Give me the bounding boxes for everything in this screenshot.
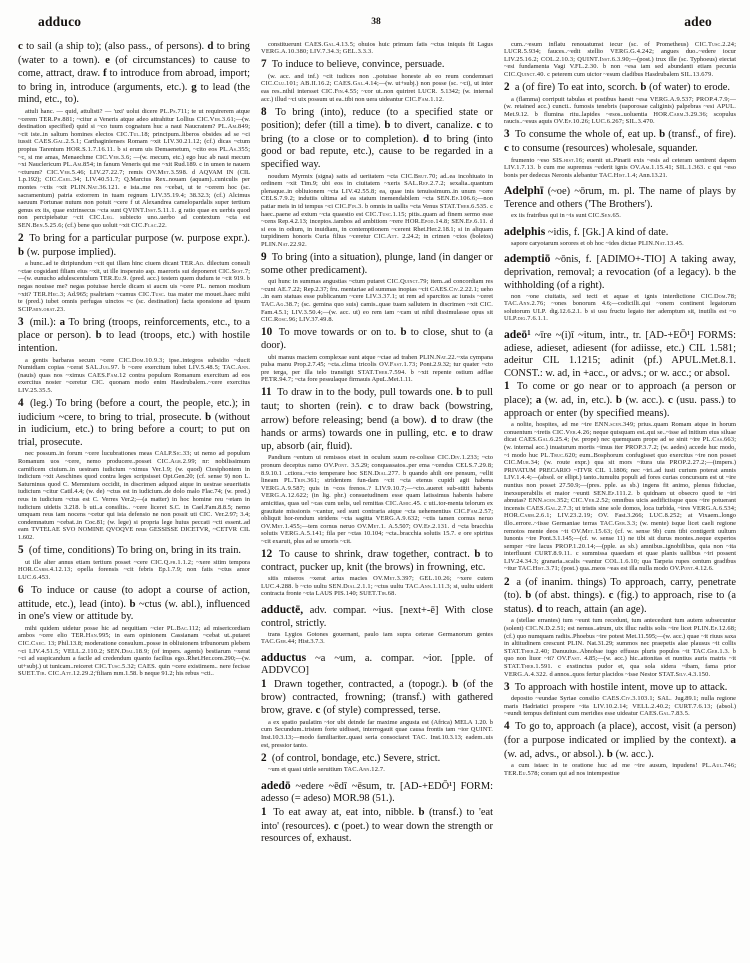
citation-block: cum..~esum inflatu renouatumst iecur (sc. of Prometheus) CIC.Tusc.2.24; LUCR.5.934; fauces..~edit stellio VERG.G.4.242; angues duo..~edere iocur LIV.25.16.2; COL.2.10.3; QUINT.Inst.6.3.90;—(post.) trux ille (sc. Typhoeus) eiectat ~esi fundamenta Vagi V.FL.2.30. b non ~esa iam sed abundanti etiam pecunia CIC.Quinct.40. c peterem cum uictor ~esum cladibus Hasdrubalem SIL.13.679. <box>504 40 736 78</box>
column-left <box>18 40 250 960</box>
sense-paragraph: 8 To bring (into), reduce (to a specified state or position); defer (till a time). b to divert, canalize. c to bring (to a close or to completion). d to bring (into good or bad repute, etc.), cause to be regarded in a specified way. <box>261 105 493 171</box>
sense-paragraph: 1 To come or go near or to approach (a person or place); a (w. ad, in, etc.). b (w. acc.). c (usu. pass.) to approach or enter (by specified means). <box>504 380 736 419</box>
sense-paragraph: 4 (leg.) To bring (before a court, the people, etc.); in iudicium ~cere, to bring to trial, prosecute. b (without in iudicium, etc.) to bring before a court; to put on trial, prosecute. <box>18 397 250 448</box>
entry-grammar: ~edere ~ēdī ~ēsum, tr. [AD-+EDŌ¹] FORM: adesso (= adeso) MOR.98 (51.). <box>261 780 493 805</box>
citation-block: a hunc..ad te diripiundum ~cit qui illam hinc ciuem dicant TER.Ad. dilectum consuli ~ctae cogsidant filiam eius ~xit, ut ille insperato asp. maeroris sui deponeret CIC.Sest.7;—(w. eunucho adulescentulum TER.Eu.9. (pred. acc.) testem quem dudum te ~cit 919. b negas nouisse me? negas potuisse hercle dicam si aucm uis ~cere PL. nemon modium ~xit? TER.Hec.3; Ad.965; psaltriam ~camus CIC.Tusc. tua mater me mouet..haec mihi te (pred.) iubet omnis perfugas uinctos ~c (sc. destination) facta sponsione ad ipsum SCIP.min.orat.23. <box>18 260 250 313</box>
entry-grammar: (~oe) ~ōrum, m. pl. The name of plays by Terence and others ('The Brothers'). <box>504 186 736 210</box>
citation-block: a (stellae errantes) tum ~eunt tum recedunt, tum antecedunt tum autem subsecuntur (solent) CIC.N.D.2.51; est nemus..atrum, uix illuc radiis solis ~ire licet PLIN.Ep.12.68; (cf.) quo numquam radiis..Phoebus ~ire potest Met.11.595;—(w. acc.) quae ~it riuus saxa in altitudinem crescunt PLIN. Nat.31.29; summos nec praepetis alae plausus ~it collis STAT.Theb.2.40; Danuuius..Abnobae iugo effusus pluris populos ~it TAC.Ger.1.3. b quo non liuor ~it? OV.Fast. 4.85;—(w. acc.) hic..attonitas et nuntius auris matris ~it STAT.Theb.1.591. c exstinctus pudor et, qua sola sidera ~ibam, fama prior VERG.A.4.322. d annos..quos fertur placidos ~isse Nestor STAT.Silv.4.3.150. <box>504 617 736 678</box>
entry-grammar: ~ōnis, f. [ADIMO+-TIO] A taking away, deprivation, removal; a revocation (of a legacy). b the withholding (of a right). <box>504 254 736 291</box>
citation-block: a cum istaec in te oratione huc ad me ~ire ausum, inpudens! PL.Aul.746; TER.Eu.578; coram qui ad nos intempestiue <box>504 762 736 777</box>
citation-block: frumento ~eso SIS.hist.16; euenit ut..Pinarii exis ~esis ad ceteram uenirent dapem LIV.1.7.13. b cum me supremus ~ederit ignis OV.Am.1.15.41; SIL.1.363. c qui ~eso bonis per dedecus Neronis alebantur TAC.Hist.1.4; Ann.13.21. <box>504 156 736 179</box>
dictionary-entry <box>261 652 493 774</box>
sense-paragraph: 2 To bring for a particular purpose (w. purpose expr.). b (w. purpose implied). <box>18 231 250 258</box>
entry-headline <box>504 226 736 240</box>
sense-paragraph: 7 To induce to believe, convince, persuade. <box>261 58 445 71</box>
citation-block: attuli hanc. — quid, attulisti? — 'uxi' uolui dicere PL.Ps.711; te ut requirerem atque ~cerem TER.Ph.881; ~citur a Veneris atque adeo attrahitur Lollius CIC.Ver.3.61;—(w. destination specified) quid si ~co tuum cognatum huc a naui Naucratem? PL.Am.849; ~cit iste..in saltum homines electos CIC.Tul.18; principum..liberos obsides ad se ~ci iussit CAES.Gal.2.5.1; Carthaginienses Romam ~xit LIV.30.21.12; (cf.) dicas ~ctum propius Tarentum HOR.S.1.7.16.11. b si erum uis Demaenetum, ~cito eos PL.As.355; ~c, si me amas, Menaechme CIC.Ver.3.6; —(w. mecum, etc.) ego huc ab naui mecum ~xi Nauclericum PL.Am.854; in fanum Veneris qui me ~xit Rud.189. c in umen te nauem ~cturum? CIC.Ver.5.46; LIV.27.22.7; remis OV.Met.3.598. d AQVAM IN (CIL 1.p.192); CIC.Cael.34; LIV.40.51.7; Q.Marcius Rex..nouam (aquam)..cuniculis per montes ~ctis ~xit PLIN.Nat.36.121. e ista..me res ~cebat, ut te ~cerem hoc (sc. sacramentum) patria extorrem in tuam regnum LIV.35.19.4; 38.32.3; (cf.) Alcimus saeuum Fortunae nutum non potuit ~cere f ut Alexandrea camelopardalis super tertium genus ex iis, quae extrinsecus ~cta sunt QVINT.Inst.5.11.1. g ratio quae ex uerbis quod non percipiebatur ~cit CIC.Leg. subiecto uno..uerbo ad contextum ~cta est SEN.Ben.5.25.6; (cf.) bene quo uoluit ~xit CIC.Flac.22. <box>18 107 250 229</box>
citation-block: sapore caryotarum sorores et ob hoc ~ides dictae PLIN.Nat.13.45. <box>511 239 684 247</box>
sense-paragraph: 1 To eat away at, eat into, nibble. b (transf.) to 'eat into' (resources). c (poet.) to wear down the strength or resources of, exhaust. <box>261 806 493 845</box>
entry-headline <box>504 253 736 292</box>
citation-block: deposito ~eundae Syriae consilio CAES.Civ.3.103.1; SAL. Jug.89.1; nulla regione maris Hadriatici prospere ~ita LIV.10.2.14; VELL.2.40.2; CURT.7.6.13; (absol.) ~eundi tempus definiunt cum meridies esse uideatur CAES.Gal.7.83.5. <box>504 695 736 718</box>
entry-headword: adductē, <box>261 602 304 616</box>
sense-paragraph: 4 To go to, approach (a place), accost, visit (a person) (for a purpose indicated or implied by the context). a (w. ad, advs., or absol.). b (w. acc.). <box>504 720 736 760</box>
citation-block: non ~one ciuitatis, sed tecti et aquae et ignis interdictione CIC.Dom.78; TAC.Ann.2.76; ~ones bonorum 4.6;—codicilli..qui ~onem continent legatorum solutorum ULP. dig.12.6.2.1. b si usu fructu legato iter ademptum sit, inutilis est ~o ULP.dig.7.6.1.1. <box>504 292 736 323</box>
citation-block: a (flamma) corripuit tabulas et postibus haesit ~esa VERG.A.9.537; PROP.4.7.9;—(w. retained acc.) cuncti.. fumosis tenebris (uaporosae caliginis) palpebras ~esi APUL. Met.9.12. b flumina ritu..lapides ~esos..uoluentia HOR.Carm.3.29.36; scopulus raucis..~esus aquis OV.Ep.10.26; LUC.6.267; SIL.3.470. <box>504 95 736 126</box>
sense-paragraph: 9 To bring (into a situation), plunge, land (in danger or some other predicament). <box>261 251 493 276</box>
dictionary-entry <box>504 226 736 248</box>
sense-paragraph: 2 (of control, bondage, etc.) Severe, strict. <box>261 751 441 764</box>
dictionary-entry <box>504 185 736 219</box>
dictionary-entry <box>261 604 493 646</box>
citation-block: ubi manus maciem complexae sunt atque ~ctae ad trahen PLIN.Nat.22.~xta cympana pulsa manu Prop.2.7.45; ~cta..clima tricolis OV.Fast.1.73; Pont.2.9.32; tur quater ~cto pre terga, per illa telo transiigit STAT.Theb.7.594. b ~xit repente ostium adflae PETR.94.7; ~cta fore pessulaque firmauis ApuL.Met.1.11. <box>261 353 493 384</box>
citation-block: a ex spatio paulatim ~ior ubi deinde far maxime angusta est (Africa) MELA 1.20. b cum Secundum..tristem forte uidisset, interrogauit quae causa frontis tam ~ior QUINT. Inst.10.3.13;—modo familiariter..quasi seria consociaret TAC. Inst.10.3.13; eadem..uis est, pressior tanto. <box>261 718 493 749</box>
running-head-right: adeo <box>684 14 712 29</box>
entry-grammar: ~īre ~(i)ī ~itum, intr., tr. [AD-+EŌ¹] FORMS: adiese, adieset, adiesent (for adiisse, etc.) CIL 1.581; adeitur CIL 1.1215; adinit (pf.) APUL.Met.8.1. CONST.: w. ad, in +acc., or advs.; or w. acc.; or absol. <box>504 330 736 379</box>
citation-block: (w. acc. and inf.) ~cit iudices non ..potuisse honeste ab eo reum condemnari CIC.Clu.101; AB.II.16.2; CAES.Gal.4.14;—(w. ut+subj.) non posse (sc. ~ci), ut inter eas res..nihil intersset CIC.Fin.4.55; ~cor ut..non quiriret LUCR. 5.1342; (w. internal acc.) illud ~ci uix possum ut ea..tibi non uera uideantur CIC.Fam.1.12. <box>261 72 493 103</box>
citation-block: nec possum..in forum ~cere lucubrationes meas CALP.Sic.33; ut nemo ad populum Romanum uos ~cere, nemo producere..posset CIC.Agr.2.99; nr: nobilissimum carnificem ciuium..in uestram iudicium ~ximus Ver.1.9; (w. quod) Ctesiphontem in indicium ~xit Aeschines quod contra leges scripsisset Opt.Gen.20; (cf. sense 9) non L. Saturninus quod C. Memmium occidit, in discrimen adquod atque in uestrae seueritatis iudicium ~citur Catil.4.4; (w. de) ~ctus est in iudicium..de dolo malo Flac.74; (w. pred.) reus in iudicium ~ctus est C. Verres Ver.2;—(a matter) in hoc homine reu ~etam in iudicium uidetis 3.218. b uti..a consiliis.. ~cere liceret S.C. in Cael.Fam.8.8.5; nemo umquam reus iam nocens ~cetur qui ista defensio ne non possit uti CIC. Ver.2.97; 3.4; condemnatum ~cebat..in Coc.81; (w. lege) si propria lege huius peccati ~cti essent..ad eam TVTELAE SVO NOMINE QVOQVE reus GESSISSE DICETVR, ~CETVR CIL 1.602. <box>18 450 250 541</box>
citation-block: qui hunc in summas angustias ~ctum putaret CIC.Quinct.79; item..ad concordiam res ~cunt AE.7.22; Rep.2.37; fru. mentariae ad summas inopias ~cit CAES.Civ.2.22.1; ueho ..in eam statuas esse publicanum ~cere LIV.3.37.1; ut rem ad sparcitos ac iunsis ~ceret TAC.Ag.38.7; (sc. gemina quo suis) camis..quae tuam sallutem in discrimen ~xit CIC. Fam.4.5.1; LIV.3.50.4;—(w. acc. ut) eo rem iam ~cam ut nihil dissimulasse opus sit CIC.Rosc.96; LIV.37.49.8. <box>261 278 493 324</box>
dictionary-entry <box>504 329 736 777</box>
sense-paragraph: c to sail (a ship to); (also pass., of persons). d to bring (water to a town). e (of circumstances) to cause to come, attract, draw. f to introduce from abroad, import; to bring in, introduce (arguments, etc.). g to lead (the mind, etc., to). <box>18 40 250 106</box>
sense-paragraph: 3 To consume the whole of, eat up. b (transf., of fire). c to consume (resources) wholesale, squander. <box>504 128 736 155</box>
column-middle <box>261 40 493 960</box>
entry-headword: adductus <box>261 650 307 664</box>
entry-grammar: ~a ~um, a. compar. ~ior. [pple. of ADDVCO] <box>261 652 493 677</box>
citation-block: mihi quidem uidetur posse hic ad nequitiam ~cier PL.Bac.112; ad misericordiam ambos ~cere elio TER.Han.995; in eam opinionem Cassianam ~cebat ut..putaret CIC.Caec. 13; Phil.13.8; moderatione consulum..posse in obliuionem tribunorum plebem ~ci LIV.4.51.5; VELL.2.110.2; SEN.Dial.18.9; (of impers. agents) bestiarum ~xerat ~ci ad suspicandum a facile ad credendum quanto facilius ego..Rhet.Her.com.290;—(w. ut+subj.) ut tunicam..reiceret CIC.Tusc.5.32; CAES. quin ~cere existimem.. nere fecisse SUET.Tib. CIC.Att.12.29.2;'filiam mm.1.58. b neque 91.2; his rebus ~cti.. <box>18 624 250 678</box>
entry-headline <box>261 652 493 678</box>
sense-paragraph: 2 a (of inanim. things) To approach, carry, penetrate (to). b (of abst. things). c (fig.) to approach, rise to (a status). d to reach, attain (an age). <box>504 575 736 615</box>
entry-headword: ademptiō <box>504 252 551 266</box>
entry-headword: adelphis <box>504 224 546 238</box>
sense-paragraph: 3 To approach with hostile intent, move up to attack. <box>504 680 728 693</box>
entry-headline <box>504 185 736 211</box>
citation-block: constituerunt CAES.Gal.4.13.5; ohuios huic primum fatis ~ctus iniquis fit Lagus VERG.A.10.380; LIV.7.34.3; GEL.3.3.3. <box>261 40 493 56</box>
dictionary-entry <box>504 253 736 323</box>
entry-headword: adeō¹ <box>504 328 531 342</box>
entry-grammar: ~idis, f. [Gk.] A kind of date. <box>547 226 669 238</box>
entry-headword: Adelphī <box>504 184 544 198</box>
sense-paragraph: 11 To draw in to the body, pull towards one. b to pull taut; to shorten (rein). c to draw back (bowstring, arrow) before releasing; bend (a bow). d to draw (the hands or arms) towards one in pulling, etc. e to draw up, absorb (air, fluid). <box>261 386 493 452</box>
citation-block: ex iis fratribus qui in ~is sunt CIC.Sen.65. <box>511 212 622 220</box>
citation-block: sitis miseros ~xerat artus macies OV.Met.3.397; GEL.10.26; ~xere cutem LUC.4.288. b ~cto uultu SEN.Dial.2.1.1; ~ctus uultu TAC.Ann.1.11.3; si, uultu uiderit contracta fronte ~cta LAUS PIS.140; SUET.Tib.68. <box>261 575 493 598</box>
dictionary-entry <box>261 780 493 846</box>
citation-block: a gentis barbaras secum ~cere CIC.Dom.10.9.3; ipse..integros subsidio ~ducit Numidiam copias ~cerat SAL.Jug.97. b ~cere exercitum iubet LIV.5.48.5; TAC.Ann. (nauis) quas nos ~ximus CAES.Fam.12 contra populum Romanum exercitum ad eos exercitus noster ~ceretur CIC. quonam modo enim Hasdrubalem..~cere exercitus LIV.25.35.5. <box>18 356 250 394</box>
sense-paragraph: 12 To cause to shrink, draw together, contract. b to contract, pucker up, knit (the brows) in frowning, etc. <box>261 547 493 573</box>
citation-block: trans Lygios Gotones gouernant, paulo iam supra ceterae Germanorum gentes TAC.Ger.44; Hist.3.7.3. <box>261 630 493 646</box>
column-right <box>504 40 736 960</box>
entry-headword: adedō <box>261 778 291 792</box>
citation-block: noudum Myrmix (signa) satis ad ueritatem ~cta CIC.Brut.70; ad..ea incohiuato in ordinem ~xit Tim.9; ubi eos in ciuitatem ~xeris SAL.Rep.2.7.2; sexalia..quantum plenaque..in obliuionem ~cta LIV.42.55.8; ea, quae inis tenuissimum..in unum ~cere CELS.7.9.2; indutiis ultima ad ea statum inemendabilem ~cta SEN.Ep.106.6;—non patiar meis in id tempus ~ci CIC.Fin.3. b omnis in uallis ~cta Venus STAT.Theb.6.535. c haec..paene ad extum ~cta quaestio est CIC.Tusc.1.15; pitis..quam ad finem sermo esse ~cens Rep.4.2.13; inceptos..iambos ad ambitiom ~rere HOR.Epod.14.8; SEN.Ep.6.11. d si eos in odium, in inuidiam, in contemptionem ~cerent Rhet.Her.2.18.1; si in aliquam turpidinem honoris Curia filius ~ceretur CIC.Att. 2.24.2; in crimen ~ctos (boletos) PLIN.Nat.22.92. <box>261 172 493 248</box>
page-number: 38 <box>371 17 381 27</box>
entry-headline <box>504 329 736 380</box>
citation-block: ~um et quasi uirile seruitium TAC.Ann.12.7. <box>268 766 386 774</box>
entry-headline <box>261 604 493 630</box>
citation-block: a nolite, hospites, ad me ~ire ENN.scen.349; prius..quam Romam atque in horum conuentum ~iretis CIC.Ver.4.26; neque quisquam est..qui se..~isse ad initium eius siluae dicat CAES.Gal.6.25.4; (w. prope) nec quemquam prope ad se sinit ~ire PL.Cas.663; (w. internal acc.) inuaturum mortis ~imus iter PROP.3.7.2; (w. aedes) accede huc modo, ~i modo huc PL.Truc.620; eum..Bosphorum confugisset quo exercitus ~ire non posset CIC.Mur.34; (w. route expr.) qua sit mors ~itura uia PROP.2.27.2;—(impers.) PRIVATUM PRECARIO ~ITVR CIL 1.1806; nec ~iri..ad iusti curium poterat amnis LIV.1.4.4;—(absol. or ellipt.) tanto..tumultu populi ad fores curias concursum est ut ~ire nuntius non posset 27.50.9;—(pres. pple. as sb.) ingens fit animo, plenus fiduciae, inexsuperabilis et maior ~eunti SEN.Ep.111.2. b quidnam ut obsecro quod te ~iri abnutas? ENN.scen.352; CIC.Ver.2.52; omnibus uicis aedificiisque quos ~ire potuerant incensis CAES.Gal.2.7.3; ut tristis sine sole domos, loca turbida, ~ires VERG.A.6.534; HOR.Carm.2.6.1; LIV.23.2.19; OV. Fast.3.266; LUC.8.252; at Vixaem..longo illo..errore..~iisse Germaniae terras TAC.Ger.3.3; (w. mente) isque licet caeli regione remotos mente deos ~it OV.Met.15.63; (cf. w. sense 9b) cum tibi contigerit uultum Iunonis ~ire Pont.3.1.145;—(cf. w. sense 11) ne tibi sit durus montes..neque expertos semper ~ire lacus PROP.1.20.14;—(pple. as sb.) amnibus..ignobilibus, quia non ~ita interfluunt CURT.8.9.11. c summissa quaedam et quae planis uallibus ~iri possent LIV.24.34.3; granaria..scalis ~eantur COL.1.6.10; qua Tarpeia rupes centum gradibus ~itur TAC.Hist.3.71; (post.) qua..meos ~eas est illa nulla modo OV.Pont.4.12.6. <box>504 421 736 573</box>
running-head <box>18 14 734 34</box>
citation-block: Pandium ~entum ui remissos eiset in oculum suum re-colisse CIC.Div.1.233; ~cto pronum deceptus ramo OV.Pont. 3.5.29; conquassatos..per ema ~cendus CELS.7.29.8; 8.9.10.1 ..ctiora..~cto temperare hoc SEN.Dial.277. b quando ahili ore pensum, ~ellit lineam PL.Trin.361; stridentem fun-dam ~cit ~cta etenus cupidi agit habena VERG.A.9.587; quis in ~cos frenos..? LIV.9.10.7;—~cto..aueret sub-stitit habenis VERG.A.12.622; (in lig. phr.) consuetudinem esse quam latissimus habenis habere amicitias, quas uel ~cas cum uelis, uel remittas CIC.Amic.45. c uti..tor-menta telorum ex grauitate missionis ~cantur, sed sunt contraria atque ~cta uehementius CIC.Fam.2.57; obliquit hor-rendum stridens ~cta sagitta VERG.A.9.632; ~ctis tamen cornus neruo OV.Met.1.455;—tem cornus neruo OV.Met.1. A.5.507; OV.Ep.2.131. d ~cta bracchia solutis VERG.A.5.141; fila per ~ctas 10.104; ~cta..bracchia solutis 15.7. e ore spiritus ~cit exaruit, plus ad se umoris ~cit. <box>261 454 493 545</box>
entry-grammar: adv. compar. ~ius. [next+-ē] With close control, strictly. <box>261 604 493 629</box>
sense-paragraph: 1 Drawn together, contracted, a (topogr.). b (of the brow) contracted, frowning; (transf.) with gathered brow, grave. c (of style) compressed, terse. <box>261 678 493 717</box>
sense-paragraph: 5 (of time, conditions) To bring on, bring in its train. <box>18 544 242 557</box>
column-container <box>18 40 734 960</box>
entry-headline <box>261 780 493 806</box>
sense-paragraph: 6 To induce or cause (to adopt a course of action, attitude, etc.), lead (into). b ~ctus (w. abl.), influenced in one's view or attitude by. <box>18 583 250 623</box>
sense-paragraph: 2 a (of fire) To eat into, scorch. b (of water) to erode. <box>504 80 730 93</box>
running-head-left: adduco <box>38 14 82 29</box>
citation-block: ut ille alter annus etiam tertium posset ~cere CIC.Q.fr.1.1.2; ~xere sitim tempora HOR.Carm.4.12.13; opella forensis ~cit febris Ep.1.7.9; non fatis ~ctus amor LUC.6.453. <box>18 558 250 581</box>
sense-paragraph: 10 To move towards or on to. b to close, shut to (a door). <box>261 326 493 351</box>
sense-paragraph: 3 (mil.): a To bring (troops, reinforcements, etc., to a place or person). b to lead (troops, etc.) with hostile intention. <box>18 315 250 354</box>
